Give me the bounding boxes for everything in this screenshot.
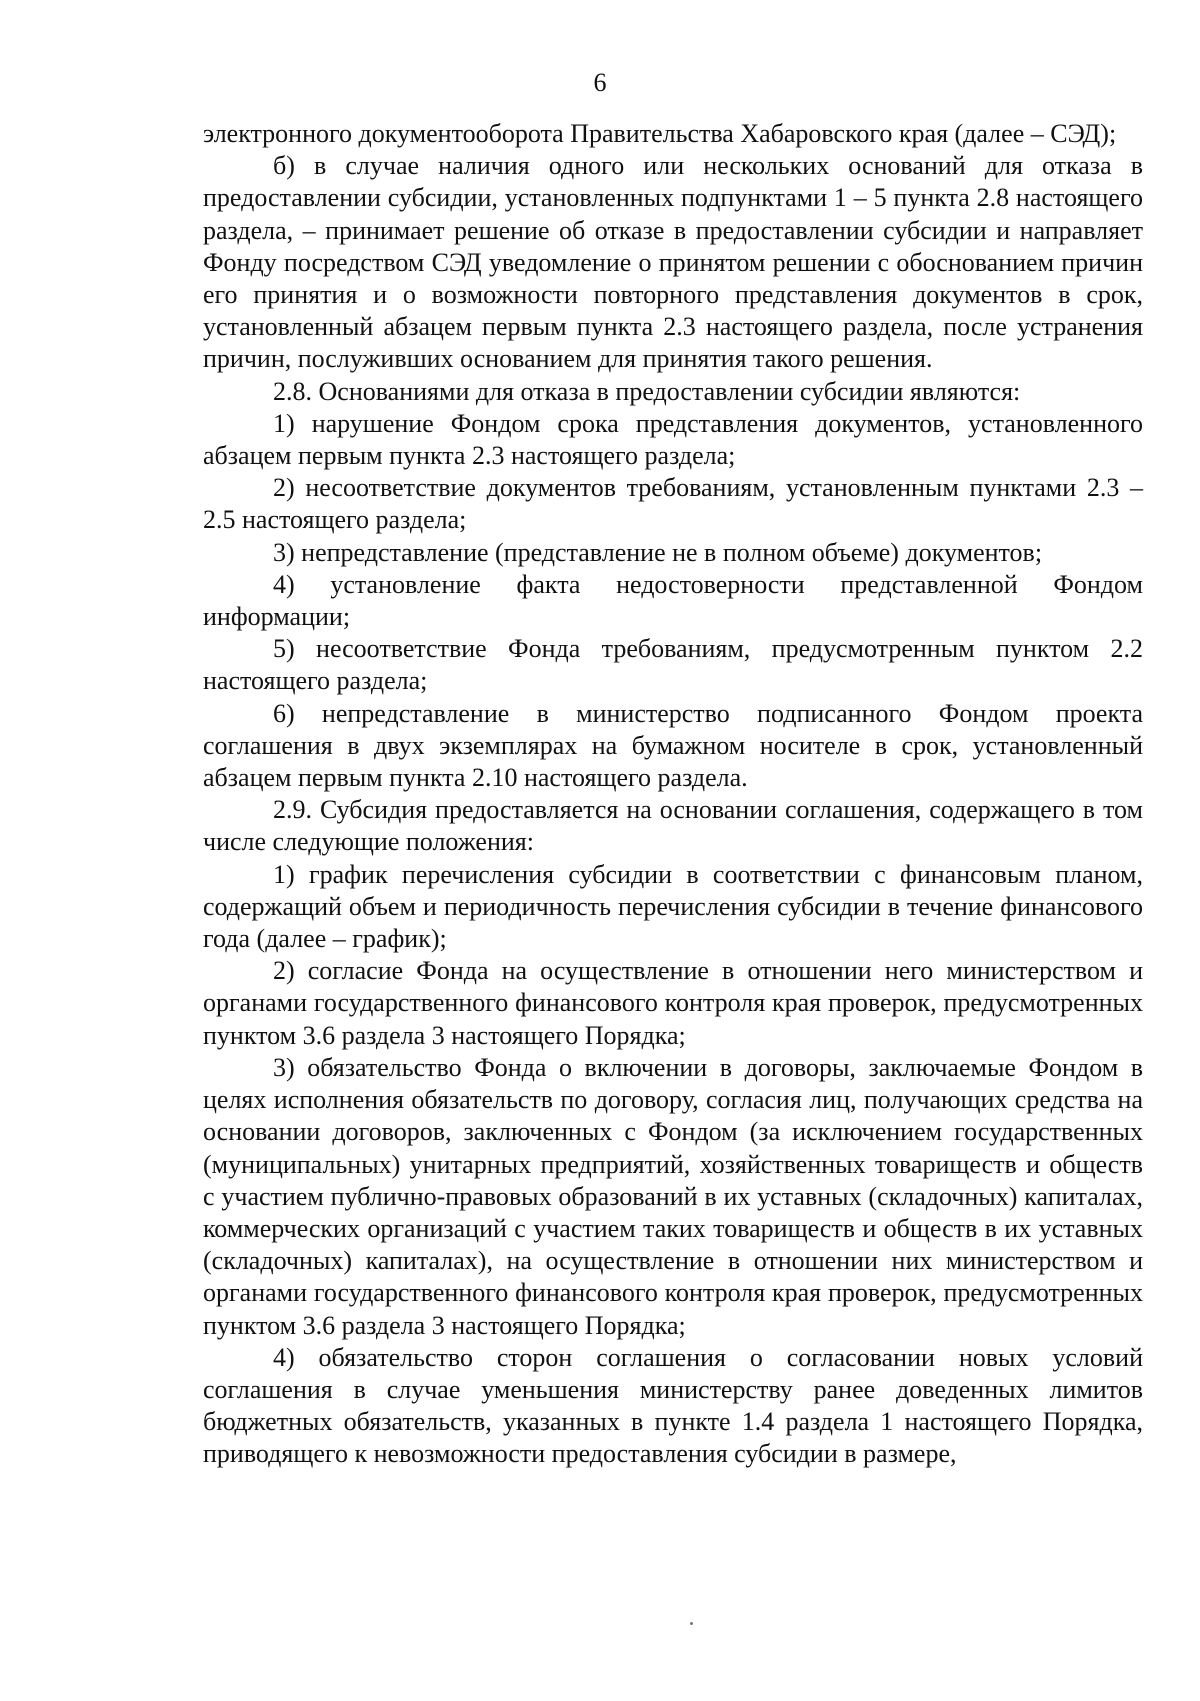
document-body: [203, 118, 1143, 1471]
paragraph-2-8-item-4: 4) установление факта недостоверности представленной Фондом информации;: [203, 569, 1143, 632]
paragraph-2-9-heading: 2.9. Субсидия предоставляется на основании соглашения, содержащего в том числе следующие положения:: [203, 795, 1143, 857]
paragraph-2-8-item-2: 2) несоответствие документов требованиям, установленным пунктами 2.3 – 2.5 настоящего раздела;: [203, 473, 1143, 535]
paragraph-2-9-item-1: 1) график перечисления субсидии в соответствии с финансовым планом, содержащий объем и периодичность перечисления субсидии в течение финансового года (далее – график);: [203, 859, 1143, 954]
paragraph-2-8-heading: 2.8. Основаниями для отказа в предоставлении субсидии являются:: [273, 376, 1021, 406]
paragraph-2-8-item-6: 6) непредставление в министерство подписанного Фондом проекта соглашения в двух экземплярах на бумажном носителе в срок, установленный абзацем первым пункта 2.10 настоящего раздела.: [203, 698, 1143, 793]
scan-speck: [690, 1622, 693, 1625]
paragraph-2-9-item-4: 4) обязательство сторон соглашения о согласовании новых условий соглашения в случае уменьшения министерству ранее доведенных лимитов бюджетных обязательств, указанных в пункте 1.4 раздела 1 настоящего Порядка, приводящего к невозможности предоставления субсидии в размере,: [203, 1342, 1143, 1469]
paragraph-2-9-item-2: 2) согласие Фонда на осуществление в отношении него министерством и органами государственного финансового контроля края проверок, предусмотренных пунктом 3.6 раздела 3 настоящего Порядка;: [203, 956, 1143, 1050]
page-number: 6: [593, 68, 607, 97]
paragraph-subitem-b: б) в случае наличия одного или нескольких оснований для отказа в предоставлении субсидии, установленных подпунктами 1 – 5 пункта 2.8 настоящего раздела, – принимает решение об отказе в предоставлении субсидии и направляет Фонду посредством СЭД уведомление о принятом решении с обоснованием причин его принятия и о возможности повторного представления документов в срок, установленный абзацем первым пункта 2.3 настоящего раздела, после устранения причин, послуживших основанием для принятия такого решения.: [203, 151, 1143, 374]
paragraph-2-8-item-3: 3) непредставление (представление не в полном объеме) документов;: [273, 537, 1043, 567]
paragraph-2-8-item-5: 5) несоответствие Фонда требованиям, предусмотренным пунктом 2.2 настоящего раздела;: [203, 634, 1143, 696]
paragraph-2-8-item-1: 1) нарушение Фондом срока представления документов, установленного абзацем первым пункта 2.3 настоящего раздела;: [203, 408, 1143, 471]
paragraph-2-9-item-3: 3) обязательство Фонда о включении в договоры, заключаемые Фондом в целях исполнения обязательств по договору, согласия лиц, получающих средства на основании договоров, заключенных с Фондом (за исключением государственных (муниципальных) унитарных предприятий, хозяйственных товариществ и обществ с участием публично-правовых образований в их уставных (складочных) капиталах, коммерческих организаций с участием таких товариществ и обществ в их уставных (складочных) капиталах), на осуществление в отношении них министерством и органами государственного финансового контроля края проверок, предусмотренных пунктом 3.6 раздела 3 настоящего Порядка;: [203, 1052, 1143, 1340]
paragraph-sed-continuation: электронного документооборота Правительства Хабаровского края (далее – СЭД);: [203, 119, 1117, 148]
